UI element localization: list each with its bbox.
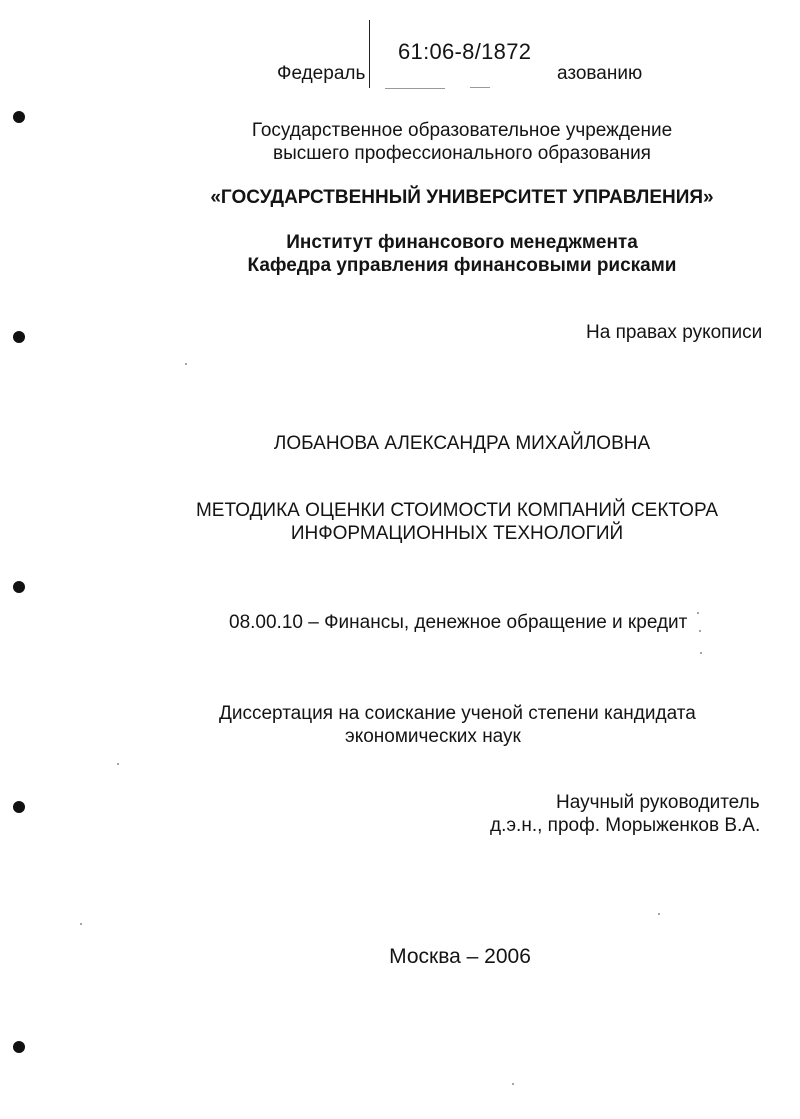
scan-speck <box>699 630 701 632</box>
binder-hole <box>13 331 25 343</box>
city-year: Москва – 2006 <box>389 945 531 968</box>
binder-hole <box>13 1041 25 1053</box>
stamp-smudge <box>470 87 490 88</box>
thesis-title-line-1: МЕТОДИКА ОЦЕНКИ СТОИМОСТИ КОМПАНИЙ СЕКТОРА <box>195 500 719 521</box>
degree-line-2: экономических наук <box>345 726 521 747</box>
stamp-cover <box>372 62 547 88</box>
archive-stamp-number: 61:06-8/1872 <box>398 39 532 64</box>
scan-speck <box>185 363 187 365</box>
scan-speck <box>117 763 119 765</box>
stamp-smudge <box>385 88 445 89</box>
scan-speck <box>700 652 702 654</box>
department-name: Кафедра управления финансовыми рисками <box>247 255 677 276</box>
institution-line-2: высшего профессионального образования <box>273 143 651 164</box>
binder-hole <box>13 581 25 593</box>
stamp-border <box>369 20 370 88</box>
institution-line-1: Государственное образовательное учреждение <box>251 120 673 141</box>
scan-speck <box>697 612 699 614</box>
thesis-title-line-2: ИНФОРМАЦИОННЫХ ТЕХНОЛОГИЙ <box>290 523 624 544</box>
ministry-text-right: азованию <box>557 63 643 84</box>
supervisor-name: д.э.н., проф. Морыженков В.А. <box>490 815 761 836</box>
university-name: «ГОСУДАРСТВЕННЫЙ УНИВЕРСИТЕТ УПРАВЛЕНИЯ» <box>210 187 714 208</box>
specialty-code: 08.00.10 – Финансы, денежное обращение и кредит <box>229 612 688 633</box>
degree-line-1: Диссертация на соискание ученой степени кандидата <box>219 703 696 724</box>
scan-speck <box>80 923 82 925</box>
manuscript-note: На правах рукописи <box>586 322 763 343</box>
supervisor-label: Научный руководитель <box>556 792 760 813</box>
author-name: ЛОБАНОВА АЛЕКСАНДРА МИХАЙЛОВНА <box>273 433 651 454</box>
scan-speck <box>512 1083 514 1085</box>
binder-hole <box>13 801 25 813</box>
ministry-text-left: Федераль <box>277 63 366 84</box>
institute-name: Институт финансового менеджмента <box>286 232 638 253</box>
scan-speck <box>658 913 660 915</box>
